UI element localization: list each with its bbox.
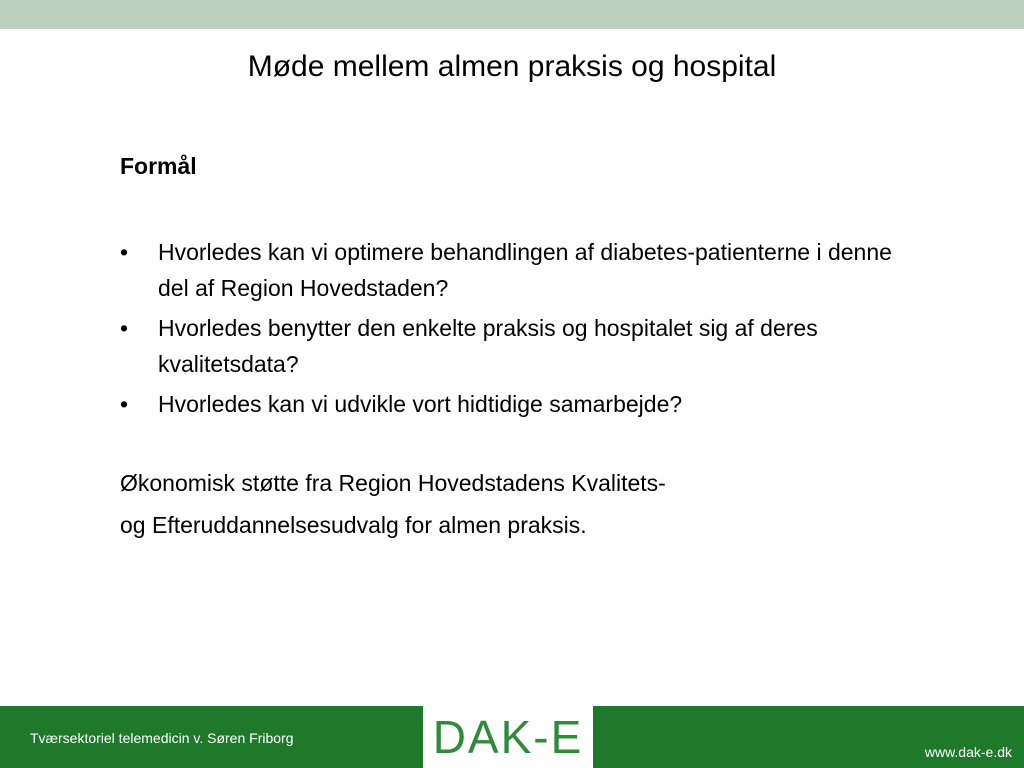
slide-content	[120, 150, 920, 538]
section-heading: Formål	[120, 153, 197, 179]
bullet-text: Hvorledes kan vi udvikle vort hidtidige samarbejde?	[158, 391, 683, 417]
bullet-item	[120, 310, 920, 382]
funding-note-line: Økonomisk støtte fra Region Hovedstadens Kvalitets-	[120, 470, 666, 496]
bullet-list	[120, 234, 920, 426]
logo-text: DAK-E	[432, 711, 584, 763]
top-band	[0, 0, 1024, 29]
dak-e-logo	[423, 706, 593, 768]
bullet-dot: •	[120, 239, 129, 265]
funding-note	[120, 462, 920, 546]
funding-note-line: og Efteruddannelsesudvalg for almen praksis.	[120, 512, 587, 538]
bullet-dot: •	[120, 315, 129, 341]
slide-title: Møde mellem almen praksis og hospital	[247, 50, 777, 83]
footer-bar	[0, 706, 1024, 768]
bullet-item	[120, 386, 920, 422]
bullet-text: Hvorledes benytter den enkelte praksis og hospitalet sig af deres kvalitetsdata?	[158, 315, 818, 377]
bullet-dot: •	[120, 391, 129, 417]
bullet-item	[120, 234, 920, 306]
footer-website: www.dak-e.dk	[924, 744, 1012, 760]
bullet-text: Hvorledes kan vi optimere behandlingen af diabetes-patienterne i denne del af Region Hovedstaden?	[158, 239, 892, 301]
footer-presenter: Tværsektoriel telemedicin v. Søren Friborg	[30, 730, 294, 746]
